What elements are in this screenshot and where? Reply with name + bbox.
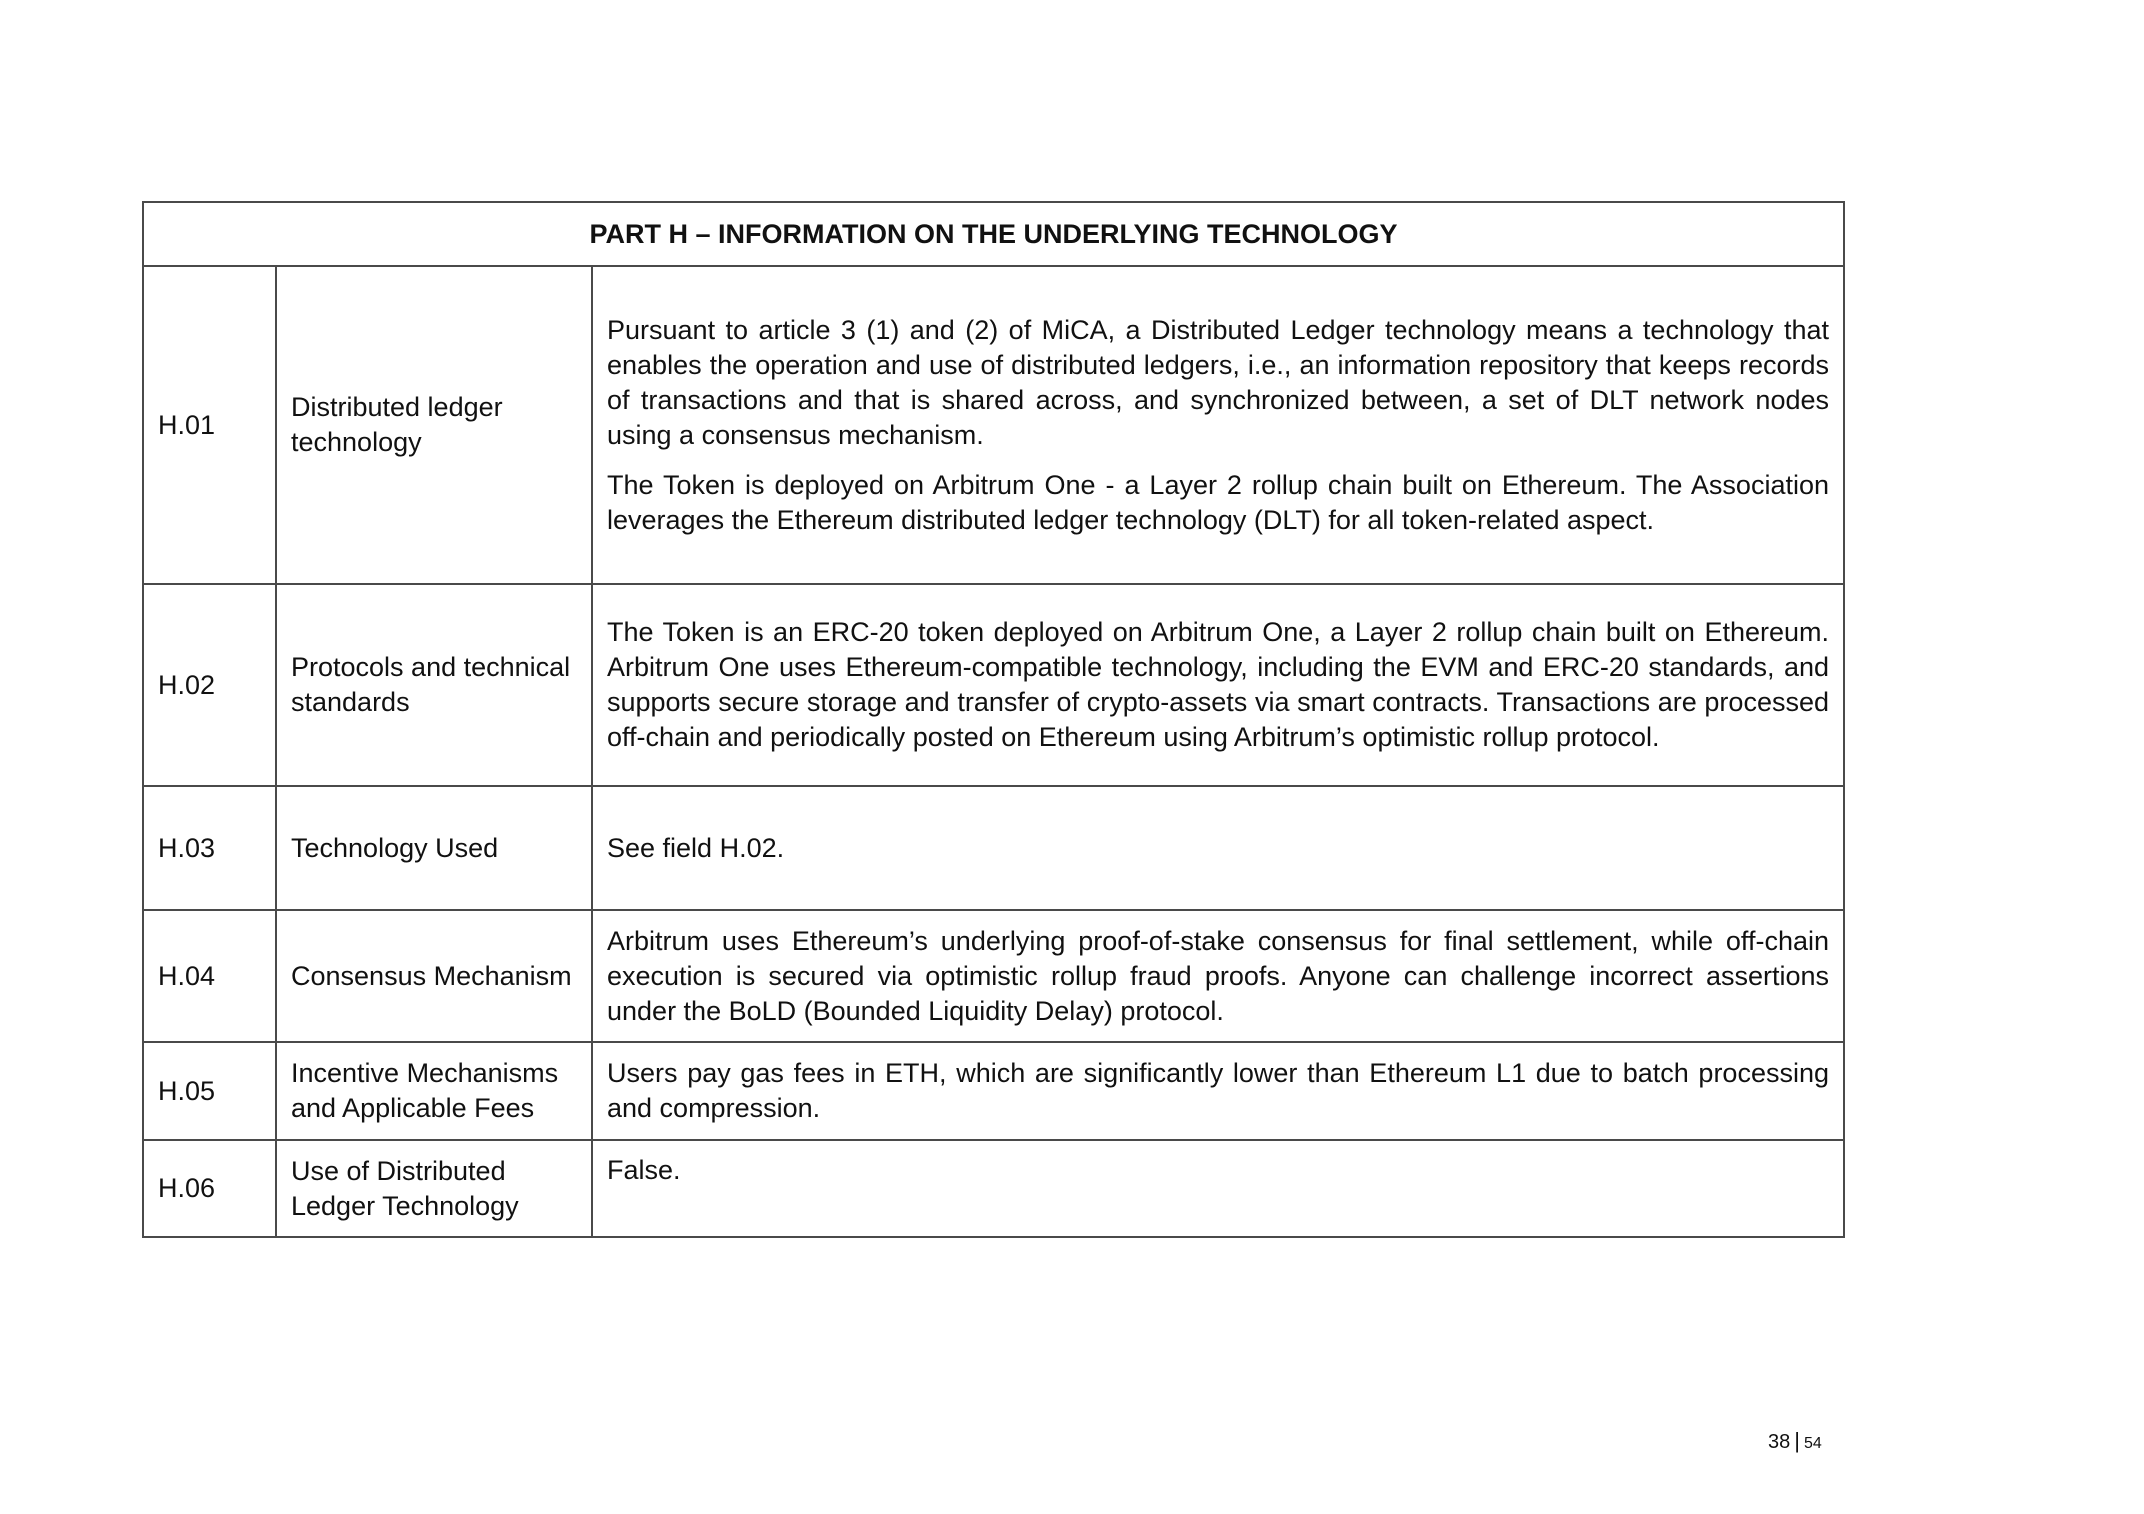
- content-paragraph: False.: [607, 1155, 681, 1185]
- field-label: Technology Used: [276, 786, 592, 910]
- table-row: [143, 786, 1844, 910]
- field-content: [592, 910, 1844, 1042]
- field-id: H.06: [143, 1140, 276, 1237]
- content-paragraph: Arbitrum uses Ethereum’s underlying proof-of-stake consensus for final settlement, while off-chain execution is secured via optimistic rollup fraud proofs. Anyone can challenge incorrect assertions under the BoLD (Bounded Liquidity Delay) protocol.: [607, 925, 1829, 1026]
- table-row: [143, 1042, 1844, 1140]
- page-separator: |: [1794, 1428, 1800, 1453]
- table-row: [143, 910, 1844, 1042]
- table-row: [143, 266, 1844, 584]
- field-label: Incentive Mechanisms and Applicable Fees: [276, 1042, 592, 1140]
- field-label: Use of Distributed Ledger Technology: [276, 1140, 592, 1237]
- field-label: Distributed ledger technology: [276, 266, 592, 584]
- content-paragraph: See field H.02.: [607, 832, 785, 863]
- field-id: H.05: [143, 1042, 276, 1140]
- field-label: Protocols and technical standards: [276, 584, 592, 786]
- table-row: [143, 1140, 1844, 1237]
- field-content: [592, 1042, 1844, 1140]
- page-current: 38: [1768, 1431, 1791, 1453]
- page-total: 54: [1803, 1435, 1822, 1452]
- field-id: H.02: [143, 584, 276, 786]
- content-paragraph: Users pay gas fees in ETH, which are significantly lower than Ethereum L1 due to batch processing and compression.: [607, 1058, 1829, 1123]
- table-title: PART H – INFORMATION ON THE UNDERLYING TECHNOLOGY: [143, 202, 1844, 266]
- technology-info-table: [142, 201, 1845, 1238]
- field-content: [592, 786, 1844, 910]
- field-content: [592, 584, 1844, 786]
- content-paragraph: The Token is an ERC-20 token deployed on Arbitrum One, a Layer 2 rollup chain built on Ethereum. Arbitrum One uses Ethereum-compatible technology, including the EVM and ERC-20 standards, and supports secure storage and transfer of crypto-assets via smart contracts. Transactions are processed off-chain and periodically posted on Ethereum using Arbitrum’s optimistic rollup protocol.: [607, 617, 1829, 752]
- content-paragraph: The Token is deployed on Arbitrum One - a Layer 2 rollup chain built on Ethereum. The Association leverages the Ethereum distributed ledger technology (DLT) for all token-related aspect.: [607, 469, 1829, 535]
- table-header-row: [143, 202, 1844, 266]
- content-paragraph: Pursuant to article 3 (1) and (2) of MiCA, a Distributed Ledger technology means a technology that enables the operation and use of distributed ledgers, i.e., an information repository that keeps records of transactions and that is shared across, and synchronized between, a set of DLT network nodes using a consensus mechanism.: [607, 314, 1829, 450]
- page-number: [1768, 1428, 1822, 1454]
- field-id: H.01: [143, 266, 276, 584]
- field-content: [592, 1140, 1844, 1237]
- field-content: [592, 266, 1844, 584]
- field-id: H.03: [143, 786, 276, 910]
- field-id: H.04: [143, 910, 276, 1042]
- table-row: [143, 584, 1844, 786]
- field-label: Consensus Mechanism: [276, 910, 592, 1042]
